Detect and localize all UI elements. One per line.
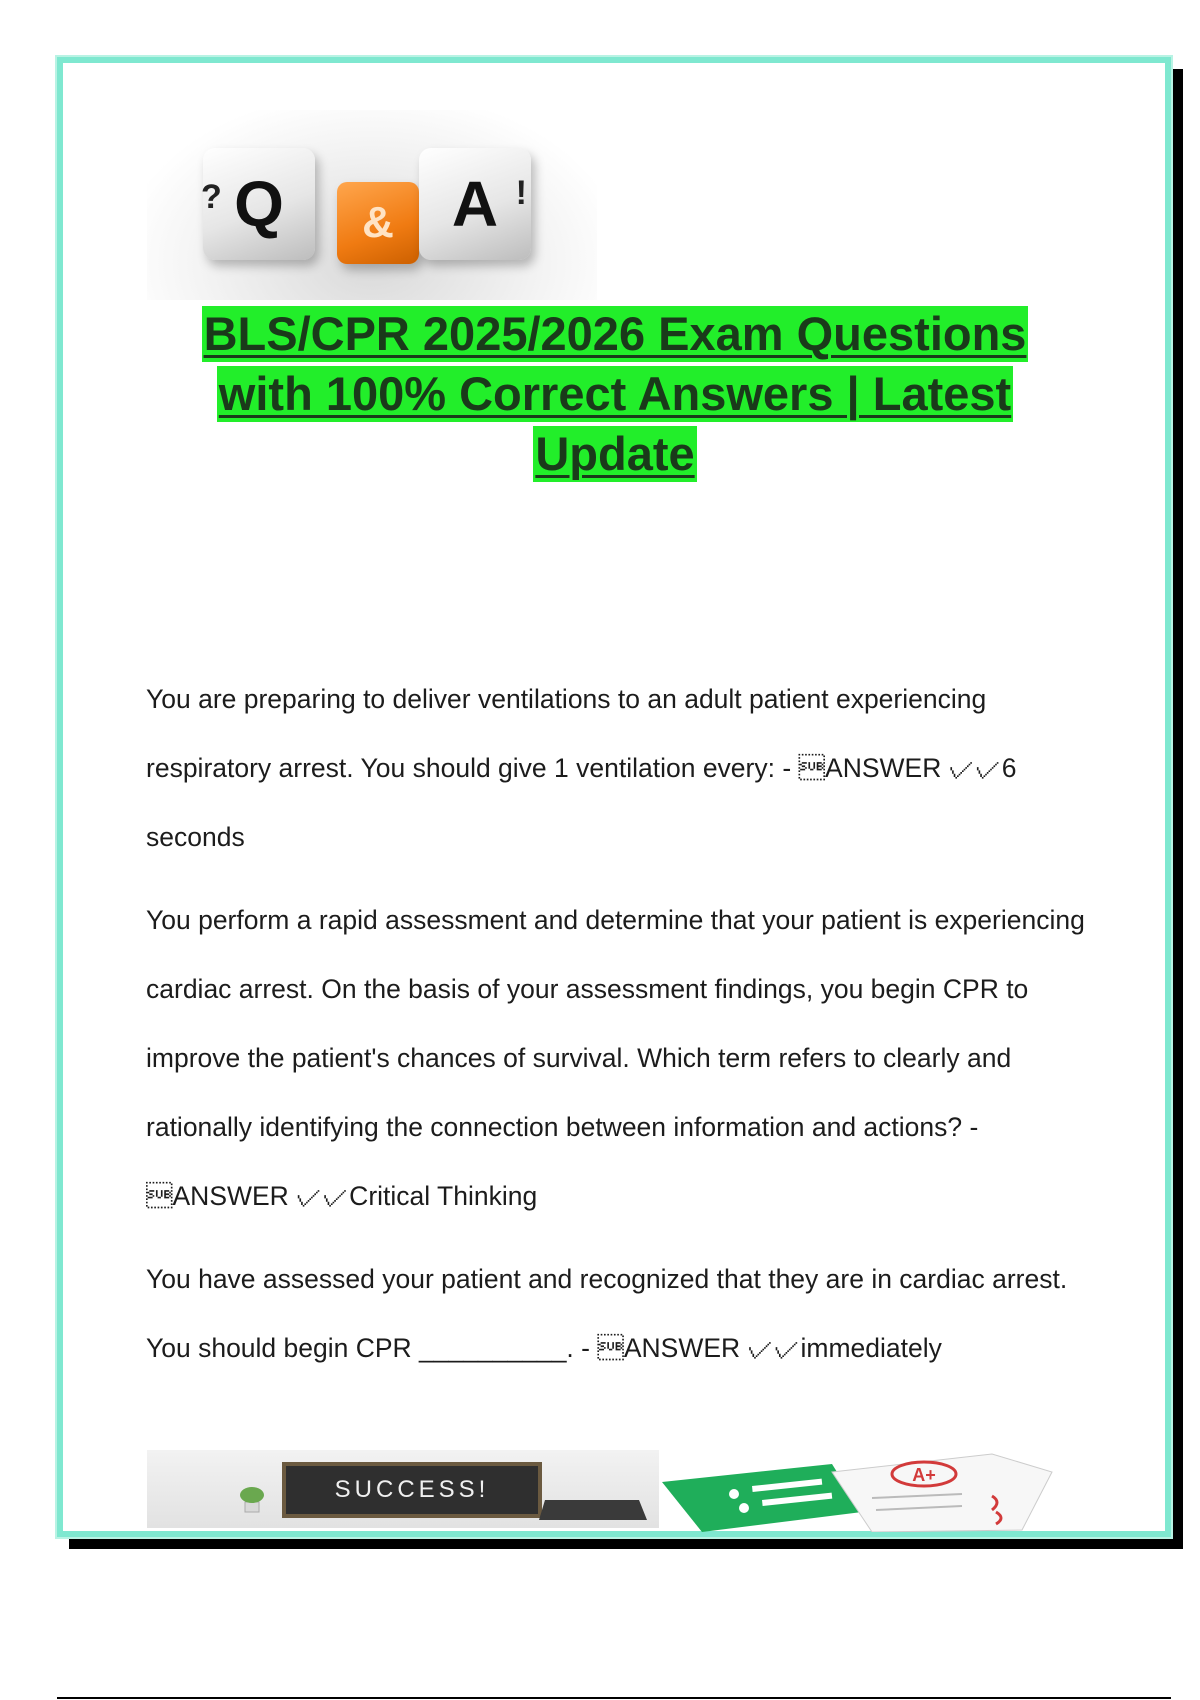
answer-text: ANSWER ✓✓6 seconds xyxy=(146,753,1017,852)
question-mark-glyph: ? xyxy=(201,178,222,216)
chalkboard xyxy=(282,1462,542,1518)
spreadsheet-icon xyxy=(662,1464,862,1532)
question-text: You have assessed your patient and recognized that they are in cardiac arrest. You should begin CPR __________. - xyxy=(146,1264,1068,1363)
ampersand-die xyxy=(337,182,419,264)
title-line-1: BLS/CPR 2025/2026 Exam Questions xyxy=(203,307,1027,360)
answer-text: ANSWER ✓✓immediately xyxy=(597,1333,942,1363)
a-letter: A xyxy=(451,168,499,240)
qa-item xyxy=(146,665,1096,872)
page-bottom-rule xyxy=(57,1697,1171,1699)
q-letter: Q xyxy=(234,168,284,240)
success-banner-image xyxy=(147,1450,659,1528)
plant-icon xyxy=(235,1480,269,1514)
grade-text: A+ xyxy=(912,1465,936,1485)
graded-exam-image xyxy=(662,1452,1072,1532)
qa-logo-image xyxy=(147,110,597,300)
answer-text: ANSWER ✓✓Critical Thinking xyxy=(146,1181,538,1211)
laptop-icon xyxy=(539,1494,649,1524)
title-line-2: with 100% Correct Answers | Latest xyxy=(218,367,1012,420)
graded-paper-icon xyxy=(832,1454,1052,1532)
title-line-3: Update xyxy=(535,427,695,480)
question-text: You are preparing to deliver ventilations to an adult patient experiencing respiratory arrest. You should give 1 ventilation every: - xyxy=(146,684,987,783)
qa-item xyxy=(146,886,1096,1231)
qa-list xyxy=(146,665,1096,1397)
qa-item xyxy=(146,1245,1096,1383)
q-die xyxy=(203,148,315,260)
exclamation-mark-glyph: ! xyxy=(515,174,527,212)
question-text: You perform a rapid assessment and determine that your patient is experiencing cardiac arrest. On the basis of your assessment findings, you begin CPR to improve the patient's chances of survival. Which term refers to clearly and rationally identifying the connection between information and actions? - xyxy=(146,905,1085,1142)
chalkboard-text: SUCCESS! xyxy=(334,1476,490,1503)
a-die xyxy=(419,148,531,260)
document-title xyxy=(130,302,1100,482)
ampersand-letter: & xyxy=(362,198,394,247)
